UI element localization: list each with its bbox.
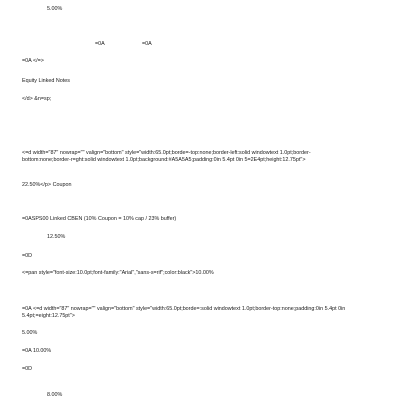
text-line-encoded-a: =0A — [95, 41, 105, 47]
text-line-encoded: =0D — [22, 253, 33, 259]
text-line-percent: 5.00% — [47, 6, 63, 12]
text-line-encoded-b: =0A — [142, 41, 152, 47]
text-line-percent: 5.00% — [22, 330, 38, 336]
text-line-span-fragment: <=pan style="font-size:10.0pt;font-family:"Arial","sans-s=rif";color:black">10.00% — [22, 270, 214, 276]
text-line-linked-cben: =0ASPS00 Linked CBEN (10% Coupon = 10% cap / 23% buffer) — [22, 216, 177, 222]
text-line-percent: 12.50% — [47, 234, 66, 240]
text-block-html-fragment: <=d width="87" nowrap="" valign="bottom" style="width:65.0pt;borde=-top:none;border-left:solid windowtext 1.0pt;border-bottom:none;border-r=ght:solid windowtext 1.0pt;background:#A5A5A5;padding:0in 5.4pt 0in 5=2E4pt;height:12.75pt"> — [22, 150, 311, 163]
text-line-heading: Equity Linked Notes — [22, 78, 70, 84]
text-line-encoded: =0D — [22, 366, 33, 372]
text-line-encoded-percent: =0A 10.00% — [22, 348, 52, 354]
text-line-encoded-tag: =0A </=> — [22, 58, 44, 64]
text-line-markup: </d> &n=sp; — [22, 96, 52, 102]
text-block-html-fragment: =0A <=d width="87" nowrap="" valign="bottom" style="width:65.0pt;borde=:solid windowtext 1.0pt;border-top:none;padding:0in 5.4pt 0in 5.4pt;=eight:12.75pt"> — [22, 306, 346, 319]
text-line-percent: 8.00% — [47, 392, 63, 398]
text-line-coupon: 22.50%</p> Coupon — [22, 182, 72, 188]
